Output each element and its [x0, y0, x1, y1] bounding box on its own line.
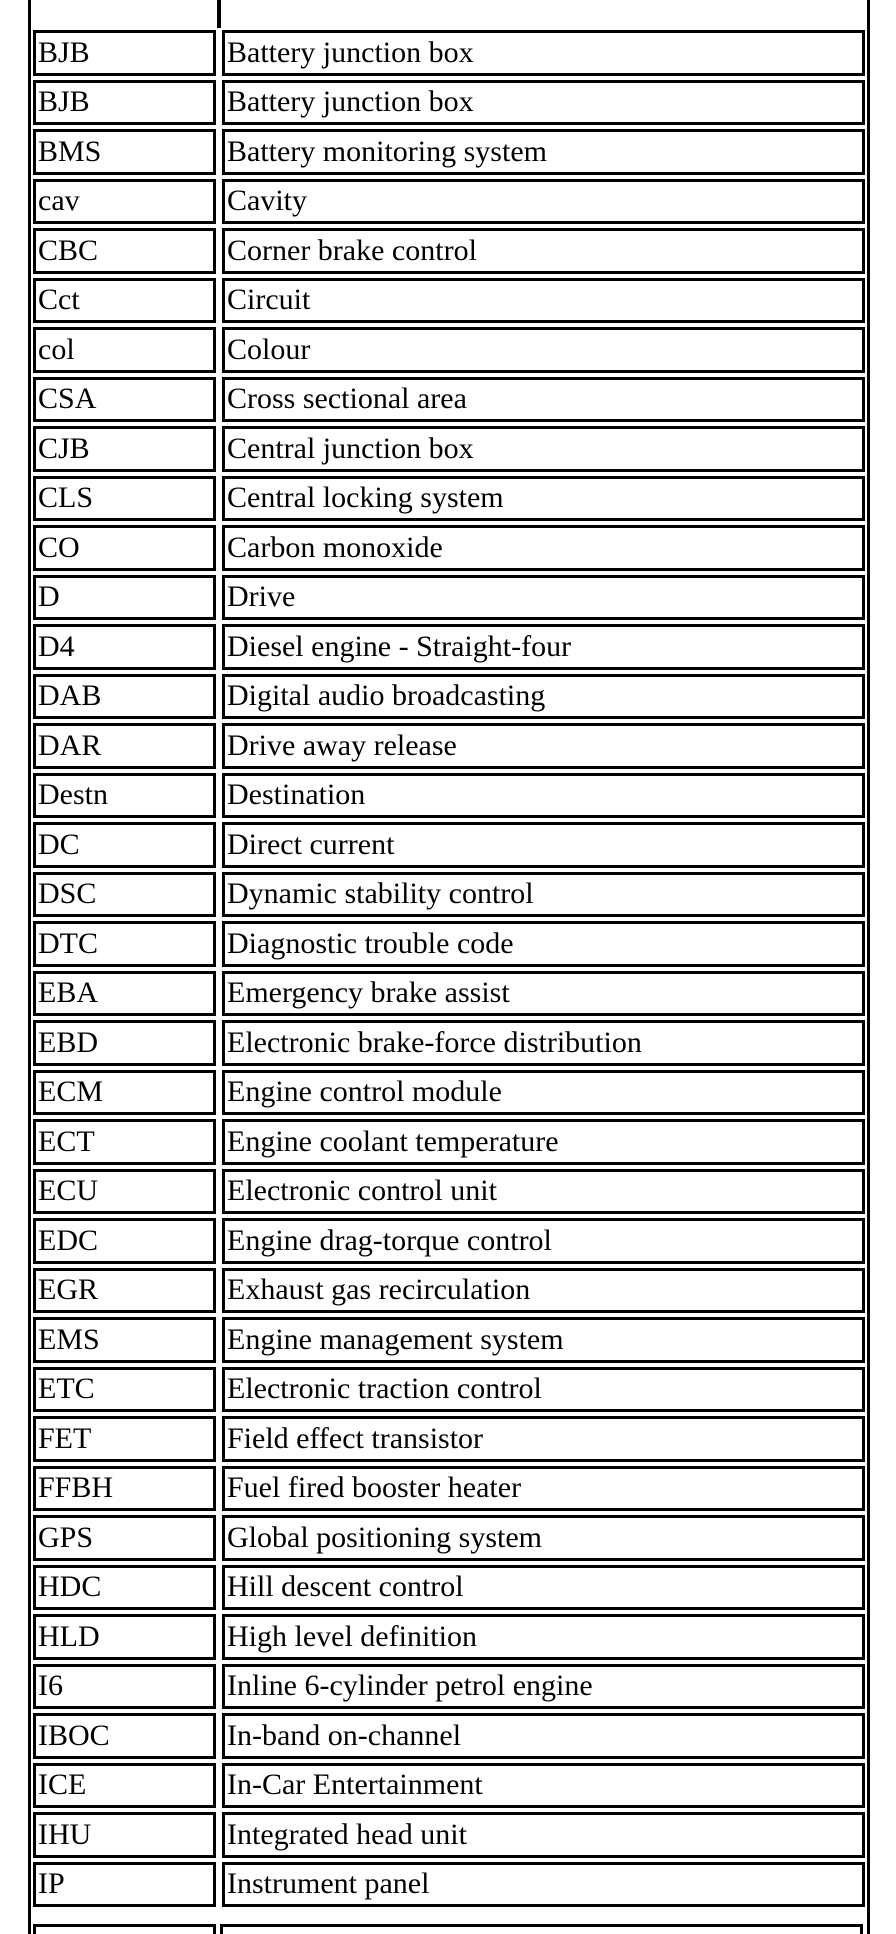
abbreviation-cell: CLS [33, 476, 216, 522]
table-row [31, 771, 867, 821]
description-cell: Central junction box [222, 426, 865, 472]
description-cell: Colour [222, 327, 865, 373]
description-cell: Battery junction box [222, 80, 865, 126]
abbreviation-cell: EGR [33, 1268, 216, 1314]
description-cell: Diesel engine - Straight-four [222, 624, 865, 670]
partial-row-desc-cell [220, 1924, 863, 1934]
abbreviation-cell: col [33, 327, 216, 373]
table-row [31, 1464, 867, 1514]
description-cell: Field effect transistor [222, 1416, 865, 1462]
abbreviation-cell: EMS [33, 1317, 216, 1363]
table-row [31, 28, 867, 78]
abbreviation-cell: EDC [33, 1218, 216, 1264]
table-row [31, 919, 867, 969]
table-row [31, 1810, 867, 1860]
table-row [31, 1860, 867, 1910]
description-cell: Engine management system [222, 1317, 865, 1363]
table-row [31, 523, 867, 573]
description-cell: Carbon monoxide [222, 525, 865, 571]
table-row [31, 1117, 867, 1167]
table-row [31, 820, 867, 870]
table-row [31, 1513, 867, 1563]
description-cell: Destination [222, 773, 865, 819]
description-cell: Instrument panel [222, 1862, 865, 1908]
abbreviation-cell: EBD [33, 1020, 216, 1066]
description-cell: Cross sectional area [222, 377, 865, 423]
table-row [31, 870, 867, 920]
table-row [31, 672, 867, 722]
abbreviation-cell: IP [33, 1862, 216, 1908]
description-cell: Digital audio broadcasting [222, 674, 865, 720]
description-cell: Electronic control unit [222, 1169, 865, 1215]
description-cell: Cavity [222, 179, 865, 225]
abbreviation-cell: BMS [33, 129, 216, 175]
table-row [31, 622, 867, 672]
abbreviation-cell: CO [33, 525, 216, 571]
abbreviation-cell: ECM [33, 1070, 216, 1116]
description-cell: Global positioning system [222, 1515, 865, 1561]
table-row [31, 474, 867, 524]
table-row [31, 969, 867, 1019]
description-cell: Integrated head unit [222, 1812, 865, 1858]
abbreviation-cell: Destn [33, 773, 216, 819]
description-cell: In-Car Entertainment [222, 1763, 865, 1809]
abbreviation-cell: HLD [33, 1614, 216, 1660]
description-cell: Battery monitoring system [222, 129, 865, 175]
abbreviation-cell: D4 [33, 624, 216, 670]
abbreviation-cell: D [33, 575, 216, 621]
table-row [31, 1563, 867, 1613]
description-cell: Fuel fired booster heater [222, 1466, 865, 1512]
table-row [31, 1167, 867, 1217]
abbreviation-cell: IBOC [33, 1713, 216, 1759]
description-cell: Emergency brake assist [222, 971, 865, 1017]
abbreviation-cell: DC [33, 822, 216, 868]
abbreviation-cell: BJB [33, 30, 216, 76]
abbreviation-cell: cav [33, 179, 216, 225]
description-cell: Inline 6-cylinder petrol engine [222, 1664, 865, 1710]
abbreviation-cell: ETC [33, 1367, 216, 1413]
abbreviation-cell: CBC [33, 228, 216, 274]
table-row [31, 1216, 867, 1266]
abbreviation-cell: Cct [33, 278, 216, 324]
table-row [31, 1414, 867, 1464]
abbreviation-cell: ICE [33, 1763, 216, 1809]
abbreviation-cell: ECT [33, 1119, 216, 1165]
table-row [31, 325, 867, 375]
partial-row-abbr-cell [33, 1924, 216, 1934]
abbreviation-cell: BJB [33, 80, 216, 126]
description-cell: Electronic brake-force distribution [222, 1020, 865, 1066]
description-cell: Engine drag-torque control [222, 1218, 865, 1264]
description-cell: Hill descent control [222, 1565, 865, 1611]
table-row [31, 1365, 867, 1415]
description-cell: Battery junction box [222, 30, 865, 76]
table-row [31, 127, 867, 177]
abbreviation-cell: DTC [33, 921, 216, 967]
description-cell: Dynamic stability control [222, 872, 865, 918]
table-row [31, 1612, 867, 1662]
abbreviation-cell: ECU [33, 1169, 216, 1215]
table-row [31, 375, 867, 425]
abbreviation-cell: DSC [33, 872, 216, 918]
description-cell: Engine control module [222, 1070, 865, 1116]
abbreviation-cell: I6 [33, 1664, 216, 1710]
description-cell: Drive [222, 575, 865, 621]
abbreviation-cell: EBA [33, 971, 216, 1017]
abbreviation-cell: HDC [33, 1565, 216, 1611]
description-cell: Electronic traction control [222, 1367, 865, 1413]
table-row [31, 573, 867, 623]
description-cell: Central locking system [222, 476, 865, 522]
table-row [31, 1711, 867, 1761]
abbreviation-cell: DAR [33, 723, 216, 769]
abbreviation-cell: CJB [33, 426, 216, 472]
table-row [31, 78, 867, 128]
table-row [31, 226, 867, 276]
description-cell: In-band on-channel [222, 1713, 865, 1759]
abbreviation-cell: DAB [33, 674, 216, 720]
table-row [31, 1068, 867, 1118]
abbreviation-cell: CSA [33, 377, 216, 423]
description-cell: Corner brake control [222, 228, 865, 274]
abbreviation-cell: FFBH [33, 1466, 216, 1512]
table-row [31, 276, 867, 326]
abbreviation-cell: IHU [33, 1812, 216, 1858]
table-row [31, 177, 867, 227]
table-row [31, 721, 867, 771]
table-row [31, 1761, 867, 1811]
description-cell: Circuit [222, 278, 865, 324]
description-cell: Drive away release [222, 723, 865, 769]
table-row [31, 1266, 867, 1316]
abbreviations-table [28, 0, 870, 1934]
abbreviation-cell: FET [33, 1416, 216, 1462]
description-cell: Direct current [222, 822, 865, 868]
abbreviation-cell: GPS [33, 1515, 216, 1561]
table-body [31, 28, 867, 1909]
description-cell: High level definition [222, 1614, 865, 1660]
description-cell: Exhaust gas recirculation [222, 1268, 865, 1314]
table-row [31, 1315, 867, 1365]
table-row [31, 1662, 867, 1712]
table-row [31, 424, 867, 474]
column-divider-top [217, 0, 221, 28]
table-row [31, 1018, 867, 1068]
description-cell: Engine coolant temperature [222, 1119, 865, 1165]
description-cell: Diagnostic trouble code [222, 921, 865, 967]
